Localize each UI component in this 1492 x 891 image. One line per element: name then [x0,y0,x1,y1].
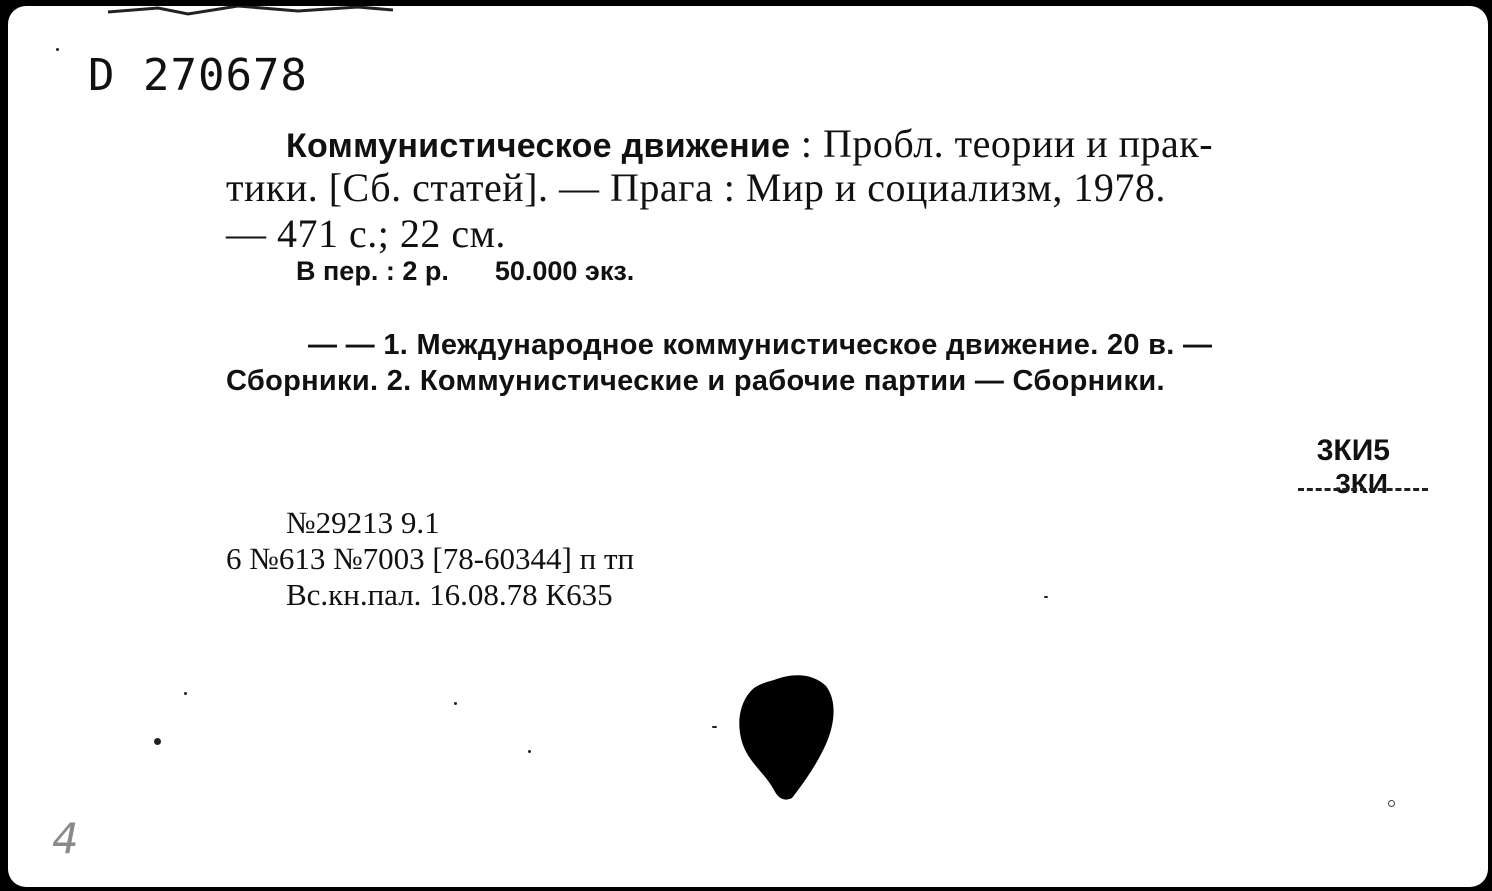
subject-headings-line-1: — — 1. Международное коммунистическое движение. 20 в. — [308,329,1213,361]
entry-line-1 [286,120,1213,167]
print-run: 50.000 экз. [494,256,635,286]
scan-speck [712,726,717,728]
reference-line-3: Вс.кн.пал. 16.08.78 К635 [286,577,613,612]
classification-code: 3КИ5 [1316,434,1390,467]
scan-speck [1388,800,1395,807]
scan-speck [1044,596,1048,598]
scan-speck [154,738,161,745]
strike-through-line [1298,488,1428,494]
entry-title: Коммунистическое движение [286,127,791,165]
scan-speck [184,692,187,695]
scan-noise [98,6,398,18]
catalog-card [8,6,1488,887]
handwritten-mark: 4 [52,814,79,863]
entry-line-2: тики. [Сб. статей]. — Прага : Мир и социализм, 1978. [226,165,1166,210]
ink-blot [734,670,838,802]
scan-speck [454,702,457,705]
classification-code-struck: 3КИ [1335,468,1388,499]
binding-price-line [296,256,634,287]
reference-line-2: 6 №613 №7003 [78-60344] п тп [226,541,635,576]
binding-price: В пер. : 2 р. [296,256,449,286]
entry-line-1-rest: : Пробл. теории и прак- [790,121,1214,166]
subject-headings-line-2: Сборники. 2. Коммунистические и рабочие партии — Сборники. [226,365,1165,397]
call-number: D 270678 [88,50,308,101]
entry-line-3: — 471 с.; 22 см. [226,211,506,256]
scan-speck [56,48,59,51]
scan-speck [528,750,531,753]
reference-line-1: №29213 9.1 [286,505,440,540]
